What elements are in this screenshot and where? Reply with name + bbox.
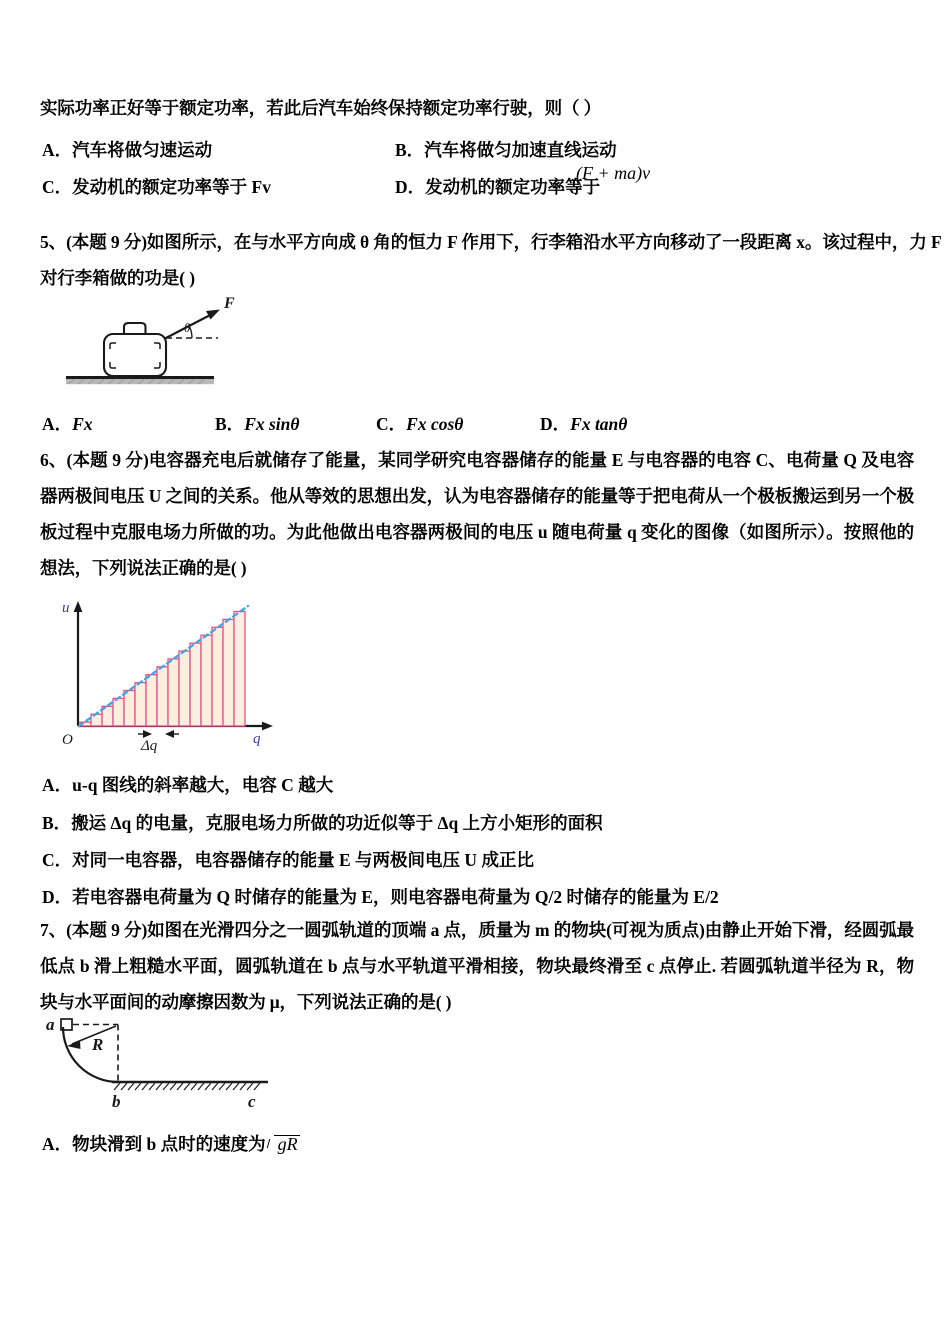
q5-stem-text-1: 如图所示，在与水平方向成 θ 角的恒力 F 作用下，行李箱沿水平方向移动了一段距离 x。该过程中，力 F: [146, 232, 942, 252]
q6-option-b-text: 搬运 Δq 的电量，克服电场力所做的功近似等于 Δq 上方小矩形的面积: [71, 813, 603, 833]
suitcase-force-figure: [58, 296, 288, 388]
q7-stem-text: 如图在光滑四分之一圆弧轨道的顶端 a 点，质量为 m 的物块(可视为质点)由静止开始下滑，经圆弧最低点 b 滑上粗糙水平面，圆弧轨道在 b 点与水平轨道平滑相接，物块最终滑至 c 点停止. 若圆弧轨道半径为 R，物块与水平面间的动摩擦因数为 μ，下列说法正确的是( ): [40, 920, 914, 1012]
q4-option-a-text: 汽车将做匀速运动: [72, 140, 213, 160]
q4-option-a-key: A．: [42, 140, 73, 160]
y-axis-label-u: u: [62, 600, 70, 616]
y-axis-arrowhead: [74, 601, 83, 612]
suitcase-corner-brackets: [110, 343, 160, 368]
q7-option-a-key: A．: [42, 1134, 73, 1154]
x-axis-label-q: q: [253, 731, 261, 747]
arc-track-figure: [40, 1006, 330, 1116]
quarter-circle-arc: [63, 1027, 118, 1082]
q4-option-d-text: 发动机的额定功率等于: [425, 177, 601, 197]
point-label-c: c: [248, 1092, 256, 1111]
q6-option-d-key: D．: [42, 887, 73, 907]
q6-option-b: [42, 810, 603, 835]
q6-option-d-text: 若电容器电荷量为 Q 时储存的能量为 E，则电容器电荷量为 Q/2 时储存的能量为 E/2: [72, 887, 719, 907]
q6-option-c-key: C．: [42, 850, 73, 870]
q4-option-d: [395, 174, 600, 199]
q5-option-b: [215, 411, 299, 436]
radius-label-R: R: [92, 1035, 104, 1054]
q5-option-c-key: C．: [376, 414, 407, 434]
origin-label-O: O: [62, 732, 73, 748]
q5-option-d: [540, 411, 627, 436]
q6-stem: [40, 442, 914, 586]
q5-option-a: [42, 411, 93, 436]
q5-stem-line2: 对行李箱做的功是( ): [40, 268, 195, 288]
q6-option-c-text: 对同一电容器，电容器储存的能量 E 与两极间电压 U 成正比: [72, 850, 534, 870]
q6-option-a: [42, 772, 333, 797]
q6-stem-text: 电容器充电后就储存了能量，某同学研究电容器储存的能量 E 与电容器的电容 C、电荷量 Q 及电容器两极间电压 U 之间的关系。他从等效的思想出发，认为电容器储存的能量等于把电荷从一个极板搬运到另一个极板过程中克服电场力所做的功。为此他做出电容器两极间的电压 u 随电荷量 q 变化的图像（如图所示）。按照他的想法，下列说法正确的是( ): [40, 450, 914, 578]
ground-surface: [66, 376, 214, 384]
q7-number: 7、: [40, 920, 67, 940]
q5-number: 5、: [40, 232, 67, 252]
point-label-a: a: [46, 1015, 55, 1034]
q4-option-c-key: C．: [42, 177, 73, 197]
q5-option-c: [376, 411, 463, 436]
q6-option-a-key: A．: [42, 775, 73, 795]
point-label-b: b: [112, 1092, 121, 1111]
q6-number: 6、: [40, 450, 67, 470]
q4-option-b: [395, 137, 617, 162]
q5-option-a-key: A．: [42, 414, 73, 434]
q5-option-d-text: Fx tanθ: [570, 414, 628, 434]
q7-option-a-radical: gR: [266, 1134, 298, 1155]
q5-option-d-key: D．: [540, 414, 571, 434]
x-axis-arrowhead: [262, 722, 273, 731]
q7-stem: [40, 912, 914, 1020]
suitcase-body: [104, 323, 166, 376]
q6-option-c: [42, 847, 534, 872]
q4-stem: 实际功率正好等于额定功率，若此后汽车始终保持额定功率行驶，则（ ）: [40, 98, 602, 118]
force-label-F: F: [224, 295, 235, 312]
q5-option-c-text: Fx cosθ: [406, 414, 464, 434]
q4-option-a: [42, 137, 212, 162]
q4-option-b-text: 汽车将做匀加速直线运动: [424, 140, 617, 160]
q4-option-b-key: B．: [395, 140, 425, 160]
delta-q-label: Δq: [141, 738, 158, 754]
q4-option-d-key: D．: [395, 177, 426, 197]
rough-horizontal-surface: [112, 1082, 268, 1090]
q5-stem-line1: [40, 232, 942, 252]
q5-option-b-text: Fx sinθ: [244, 414, 300, 434]
q6-score-tag: (本题 9 分): [66, 450, 149, 470]
q7-score-tag: (本题 9 分): [66, 920, 148, 940]
q5-option-a-text: Fx: [72, 414, 93, 434]
q7-option-a: [42, 1131, 298, 1156]
q6-option-a-text: u-q 图线的斜率越大，电容 C 越大: [72, 775, 334, 795]
q6-option-d: [42, 884, 719, 909]
angle-theta-label: θ: [184, 320, 191, 335]
q5-score-tag: (本题 9 分): [66, 232, 147, 252]
q4-option-c-text: 发动机的额定功率等于 Fv: [72, 177, 271, 197]
q4-option-c: [42, 174, 271, 199]
q5-option-b-key: B．: [215, 414, 245, 434]
delta-q-markers: [138, 730, 179, 738]
u-q-graph-figure: [48, 598, 298, 754]
q4-option-d-formula: (F + ma)v: [576, 163, 651, 183]
q7-option-a-text: 物块滑到 b 点时的速度为: [72, 1134, 266, 1154]
q6-option-b-key: B．: [42, 813, 72, 833]
